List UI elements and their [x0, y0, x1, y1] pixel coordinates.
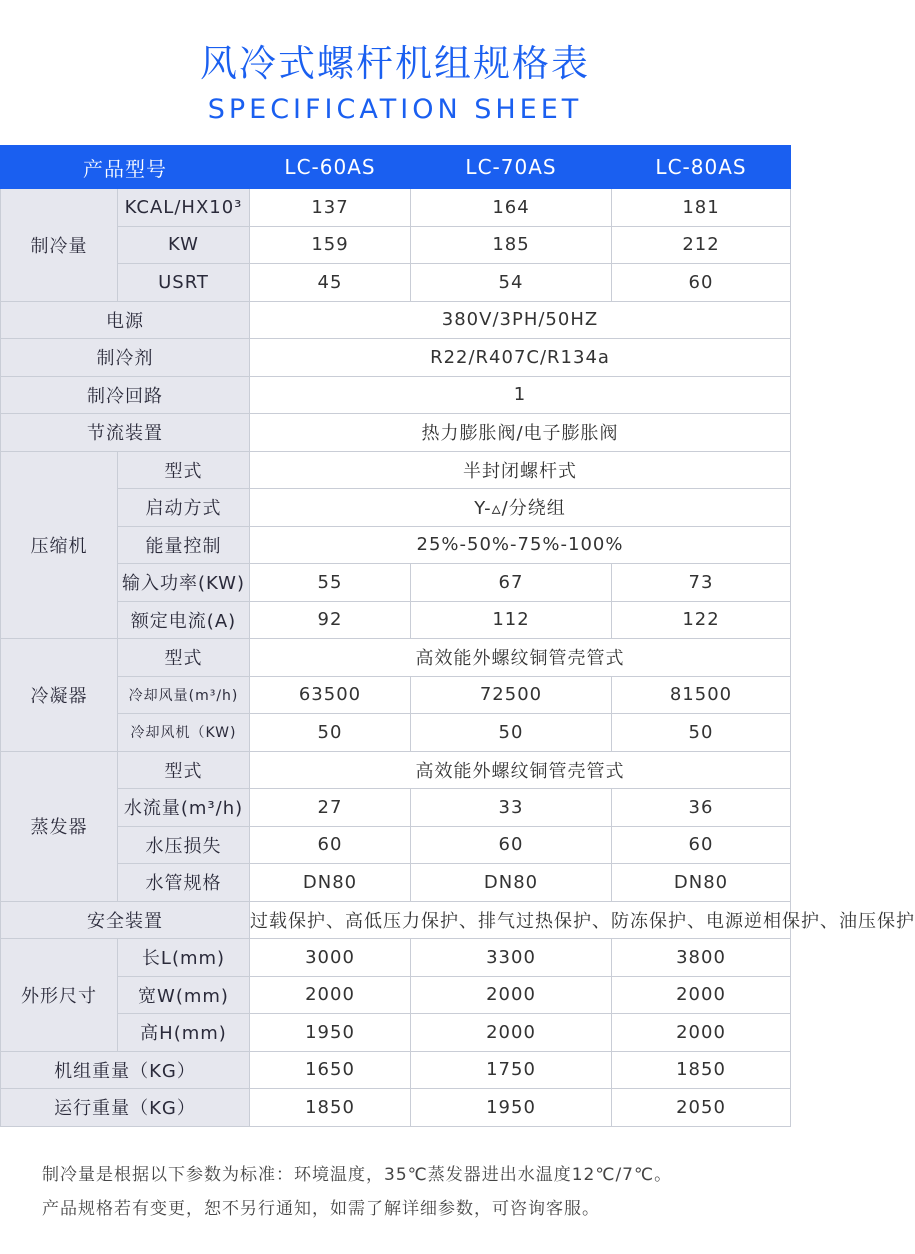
cell-value: 2050: [612, 1089, 791, 1127]
cell-value: 50: [411, 714, 612, 752]
cell-value: 1950: [411, 1089, 612, 1127]
cell-value: 1650: [250, 1051, 411, 1089]
cell-value: 2000: [612, 976, 791, 1014]
cell-value: 112: [411, 601, 612, 639]
cell-value: 181: [612, 189, 791, 227]
table-row: [1, 714, 791, 752]
row-label: USRT: [118, 264, 250, 302]
row-label: 电源: [1, 301, 250, 339]
cell-value: 380V/3PH/50HZ: [250, 301, 791, 339]
table-row: [1, 826, 791, 864]
row-label: 输入功率(KW): [118, 564, 250, 602]
table-row: [1, 976, 791, 1014]
table-row: [1, 1051, 791, 1089]
cell-value: DN80: [612, 864, 791, 902]
cell-value: 2000: [250, 976, 411, 1014]
cell-value: DN80: [250, 864, 411, 902]
row-label: 冷却风机（KW): [118, 714, 250, 752]
cell-value: 3300: [411, 939, 612, 977]
table-row: [1, 601, 791, 639]
cell-value: 92: [250, 601, 411, 639]
cell-value: 27: [250, 789, 411, 827]
row-label: 冷却风量(m³/h): [118, 676, 250, 714]
cell-value: 3000: [250, 939, 411, 977]
cell-value: 2000: [411, 976, 612, 1014]
cell-value: 50: [612, 714, 791, 752]
table-row: [1, 676, 791, 714]
row-label: 额定电流(A): [118, 601, 250, 639]
table-row: [1, 226, 791, 264]
page-subtitle: SPECIFICATION SHEET: [207, 94, 583, 125]
cell-value: 2000: [612, 1014, 791, 1052]
row-label: KW: [118, 226, 250, 264]
cell-value: 60: [612, 264, 791, 302]
cell-value: 25%-50%-75%-100%: [250, 526, 791, 564]
cell-value: 212: [612, 226, 791, 264]
cell-value: 过载保护、高低压力保护、排气过热保护、防冻保护、电源逆相保护、油压保护: [250, 901, 791, 939]
group-label: 制冷量: [1, 189, 118, 302]
group-label: 外形尺寸: [1, 939, 118, 1052]
table-row: [1, 264, 791, 302]
cell-value: R22/R407C/R134a: [250, 339, 791, 377]
table-row: [1, 1089, 791, 1127]
table-row: [1, 414, 791, 452]
cell-value: 122: [612, 601, 791, 639]
row-label: KCAL/HX10³: [118, 189, 250, 227]
table-row: [1, 564, 791, 602]
row-label: 机组重量（KG）: [1, 1051, 250, 1089]
page-title: 风冷式螺杆机组规格表: [200, 42, 590, 85]
cell-value: 热力膨胀阀/电子膨胀阀: [250, 414, 791, 452]
cell-value: 185: [411, 226, 612, 264]
model-header: LC-80AS: [612, 146, 791, 189]
table-row: [1, 451, 791, 489]
spec-table: [0, 145, 915, 1127]
row-label: 节流装置: [1, 414, 250, 452]
row-label: 型式: [118, 639, 250, 677]
cell-value: 159: [250, 226, 411, 264]
cell-value: 3800: [612, 939, 791, 977]
cell-value: 55: [250, 564, 411, 602]
cell-value: 33: [411, 789, 612, 827]
table-row: [1, 864, 791, 902]
cell-value: 1850: [250, 1089, 411, 1127]
table-row: [1, 1014, 791, 1052]
row-label: 能量控制: [118, 526, 250, 564]
group-label: 压缩机: [1, 451, 118, 639]
cell-value: 137: [250, 189, 411, 227]
cell-value: 60: [612, 826, 791, 864]
cell-value: 1950: [250, 1014, 411, 1052]
cell-value: 36: [612, 789, 791, 827]
table-row: [1, 639, 791, 677]
cell-value: 60: [411, 826, 612, 864]
row-label: 型式: [118, 751, 250, 789]
row-label: 制冷回路: [1, 376, 250, 414]
footnote: 制冷量是根据以下参数为标准：环境温度，35℃蒸发器进出水温度12℃/7℃。: [42, 1165, 673, 1185]
row-label: 长L(mm): [118, 939, 250, 977]
model-header: LC-70AS: [411, 146, 612, 189]
cell-value: 高效能外螺纹铜管壳管式: [250, 639, 791, 677]
cell-value: 1850: [612, 1051, 791, 1089]
row-label: 水流量(m³/h): [118, 789, 250, 827]
table-row: [1, 489, 791, 527]
cell-value: 2000: [411, 1014, 612, 1052]
table-header-row: [1, 146, 791, 189]
table-row: [1, 301, 791, 339]
table-row: [1, 189, 791, 227]
table-row: [1, 751, 791, 789]
cell-value: 高效能外螺纹铜管壳管式: [250, 751, 791, 789]
header-label: 产品型号: [1, 146, 250, 189]
cell-value: 164: [411, 189, 612, 227]
cell-value: Y-▵/分绕组: [250, 489, 791, 527]
table-row: [1, 339, 791, 377]
cell-value: 半封闭螺杆式: [250, 451, 791, 489]
model-header: LC-60AS: [250, 146, 411, 189]
cell-value: 67: [411, 564, 612, 602]
row-label: 启动方式: [118, 489, 250, 527]
row-label: 运行重量（KG）: [1, 1089, 250, 1127]
cell-value: 81500: [612, 676, 791, 714]
row-label: 型式: [118, 451, 250, 489]
row-label: 水压损失: [118, 826, 250, 864]
table-row: [1, 901, 791, 939]
cell-value: 63500: [250, 676, 411, 714]
row-label: 高H(mm): [118, 1014, 250, 1052]
row-label: 宽W(mm): [118, 976, 250, 1014]
table-row: [1, 526, 791, 564]
cell-value: 1750: [411, 1051, 612, 1089]
row-label: 制冷剂: [1, 339, 250, 377]
cell-value: 50: [250, 714, 411, 752]
cell-value: 73: [612, 564, 791, 602]
group-label: 冷凝器: [1, 639, 118, 752]
group-label: 蒸发器: [1, 751, 118, 901]
row-label: 水管规格: [118, 864, 250, 902]
cell-value: 1: [250, 376, 791, 414]
cell-value: 72500: [411, 676, 612, 714]
table-row: [1, 376, 791, 414]
footnotes: [42, 1158, 772, 1226]
row-label: 安全装置: [1, 901, 250, 939]
cell-value: DN80: [411, 864, 612, 902]
table-row: [1, 789, 791, 827]
cell-value: 54: [411, 264, 612, 302]
table-row: [1, 939, 791, 977]
footnote: 产品规格若有变更，恕不另行通知，如需了解详细参数，可咨询客服。: [42, 1199, 600, 1219]
cell-value: 60: [250, 826, 411, 864]
cell-value: 45: [250, 264, 411, 302]
